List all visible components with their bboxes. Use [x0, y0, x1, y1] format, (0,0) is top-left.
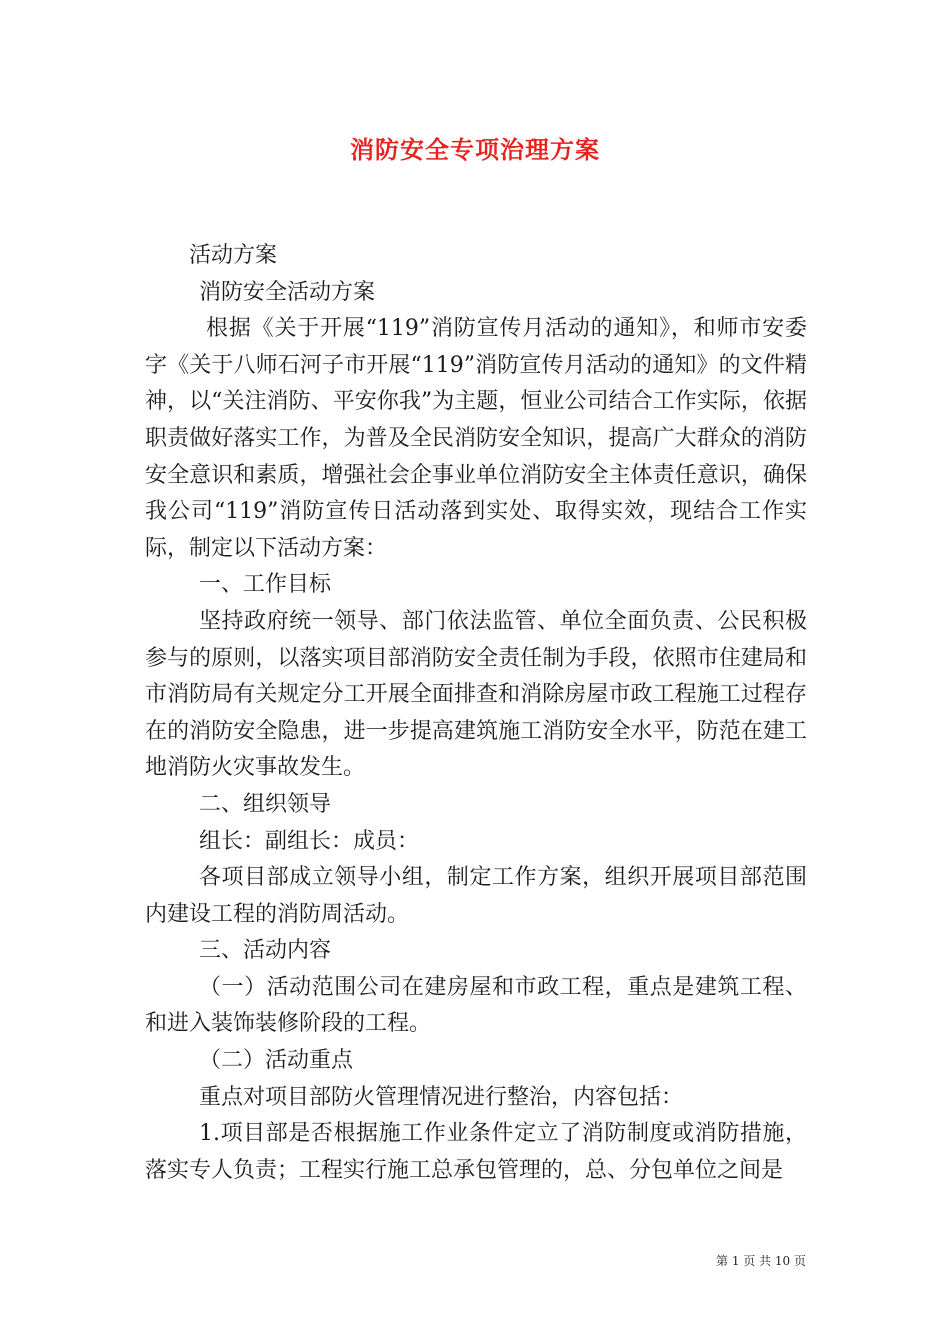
paragraph-activity-scope: （一）活动范围公司在建房屋和市政工程，重点是建筑工程、和进入装饰装修阶段的工程。 — [145, 974, 807, 1037]
section-heading-organization: 二、组织领导 — [199, 791, 332, 817]
page-number-footer: 第 1 页 共 10 页 — [716, 1254, 806, 1268]
section-heading-activity-content: 三、活动内容 — [199, 938, 332, 964]
paragraph-intro: 根据《关于开展“119”消防宣传月活动的通知》，和师市安委字《关于八师石河子市开展“119”消防宣传月活动的通知》的文件精神，以“关注消防、平安你我”为主题，恒业公司结合工作实际，依据职责做好落实工作，为普及全民消防安全知识，提高广大群众的消防安全意识和素质，增强社会企事业单位消防安全主体责任意识，确保我公司“119”消防宣传日活动落到实处、取得实效，现结合工作实际，制定以下活动方案： — [145, 316, 807, 561]
paragraph-focus-intro: 重点对项目部防火管理情况进行整治，内容包括： — [199, 1084, 684, 1110]
subheading-activity-focus: （二）活动重点 — [199, 1048, 354, 1074]
paragraph-work-goals: 坚持政府统一领导、部门依法监管、单位全面负责、公民积极参与的原则，以落实项目部消防安全责任制为手段，依照市住建局和市消防局有关规定分工开展全面排查和消除房屋市政工程施工过程存在的消防安全隐患，进一步提高建筑施工消防安全水平，防范在建工地消防火灾事故发生。 — [145, 608, 807, 781]
document-body — [145, 238, 807, 1189]
paragraph-item-1: 1.项目部是否根据施工作业条件定立了消防制度或消防措施，落实专人负责；工程实行施工总承包管理的，总、分包单位之间是 — [145, 1121, 807, 1183]
paragraph-leadership-groups: 各项目部成立领导小组，制定工作方案，组织开展项目部范围内建设工程的消防周活动。 — [145, 865, 807, 927]
paragraph-activity-plan: 活动方案 — [189, 243, 278, 268]
document-title: 消防安全专项治理方案 — [350, 135, 600, 164]
paragraph-members: 组长：副组长：成员： — [199, 828, 420, 854]
paragraph-fire-activity-plan: 消防安全活动方案 — [199, 279, 376, 305]
section-heading-work-goals: 一、工作目标 — [199, 572, 332, 598]
